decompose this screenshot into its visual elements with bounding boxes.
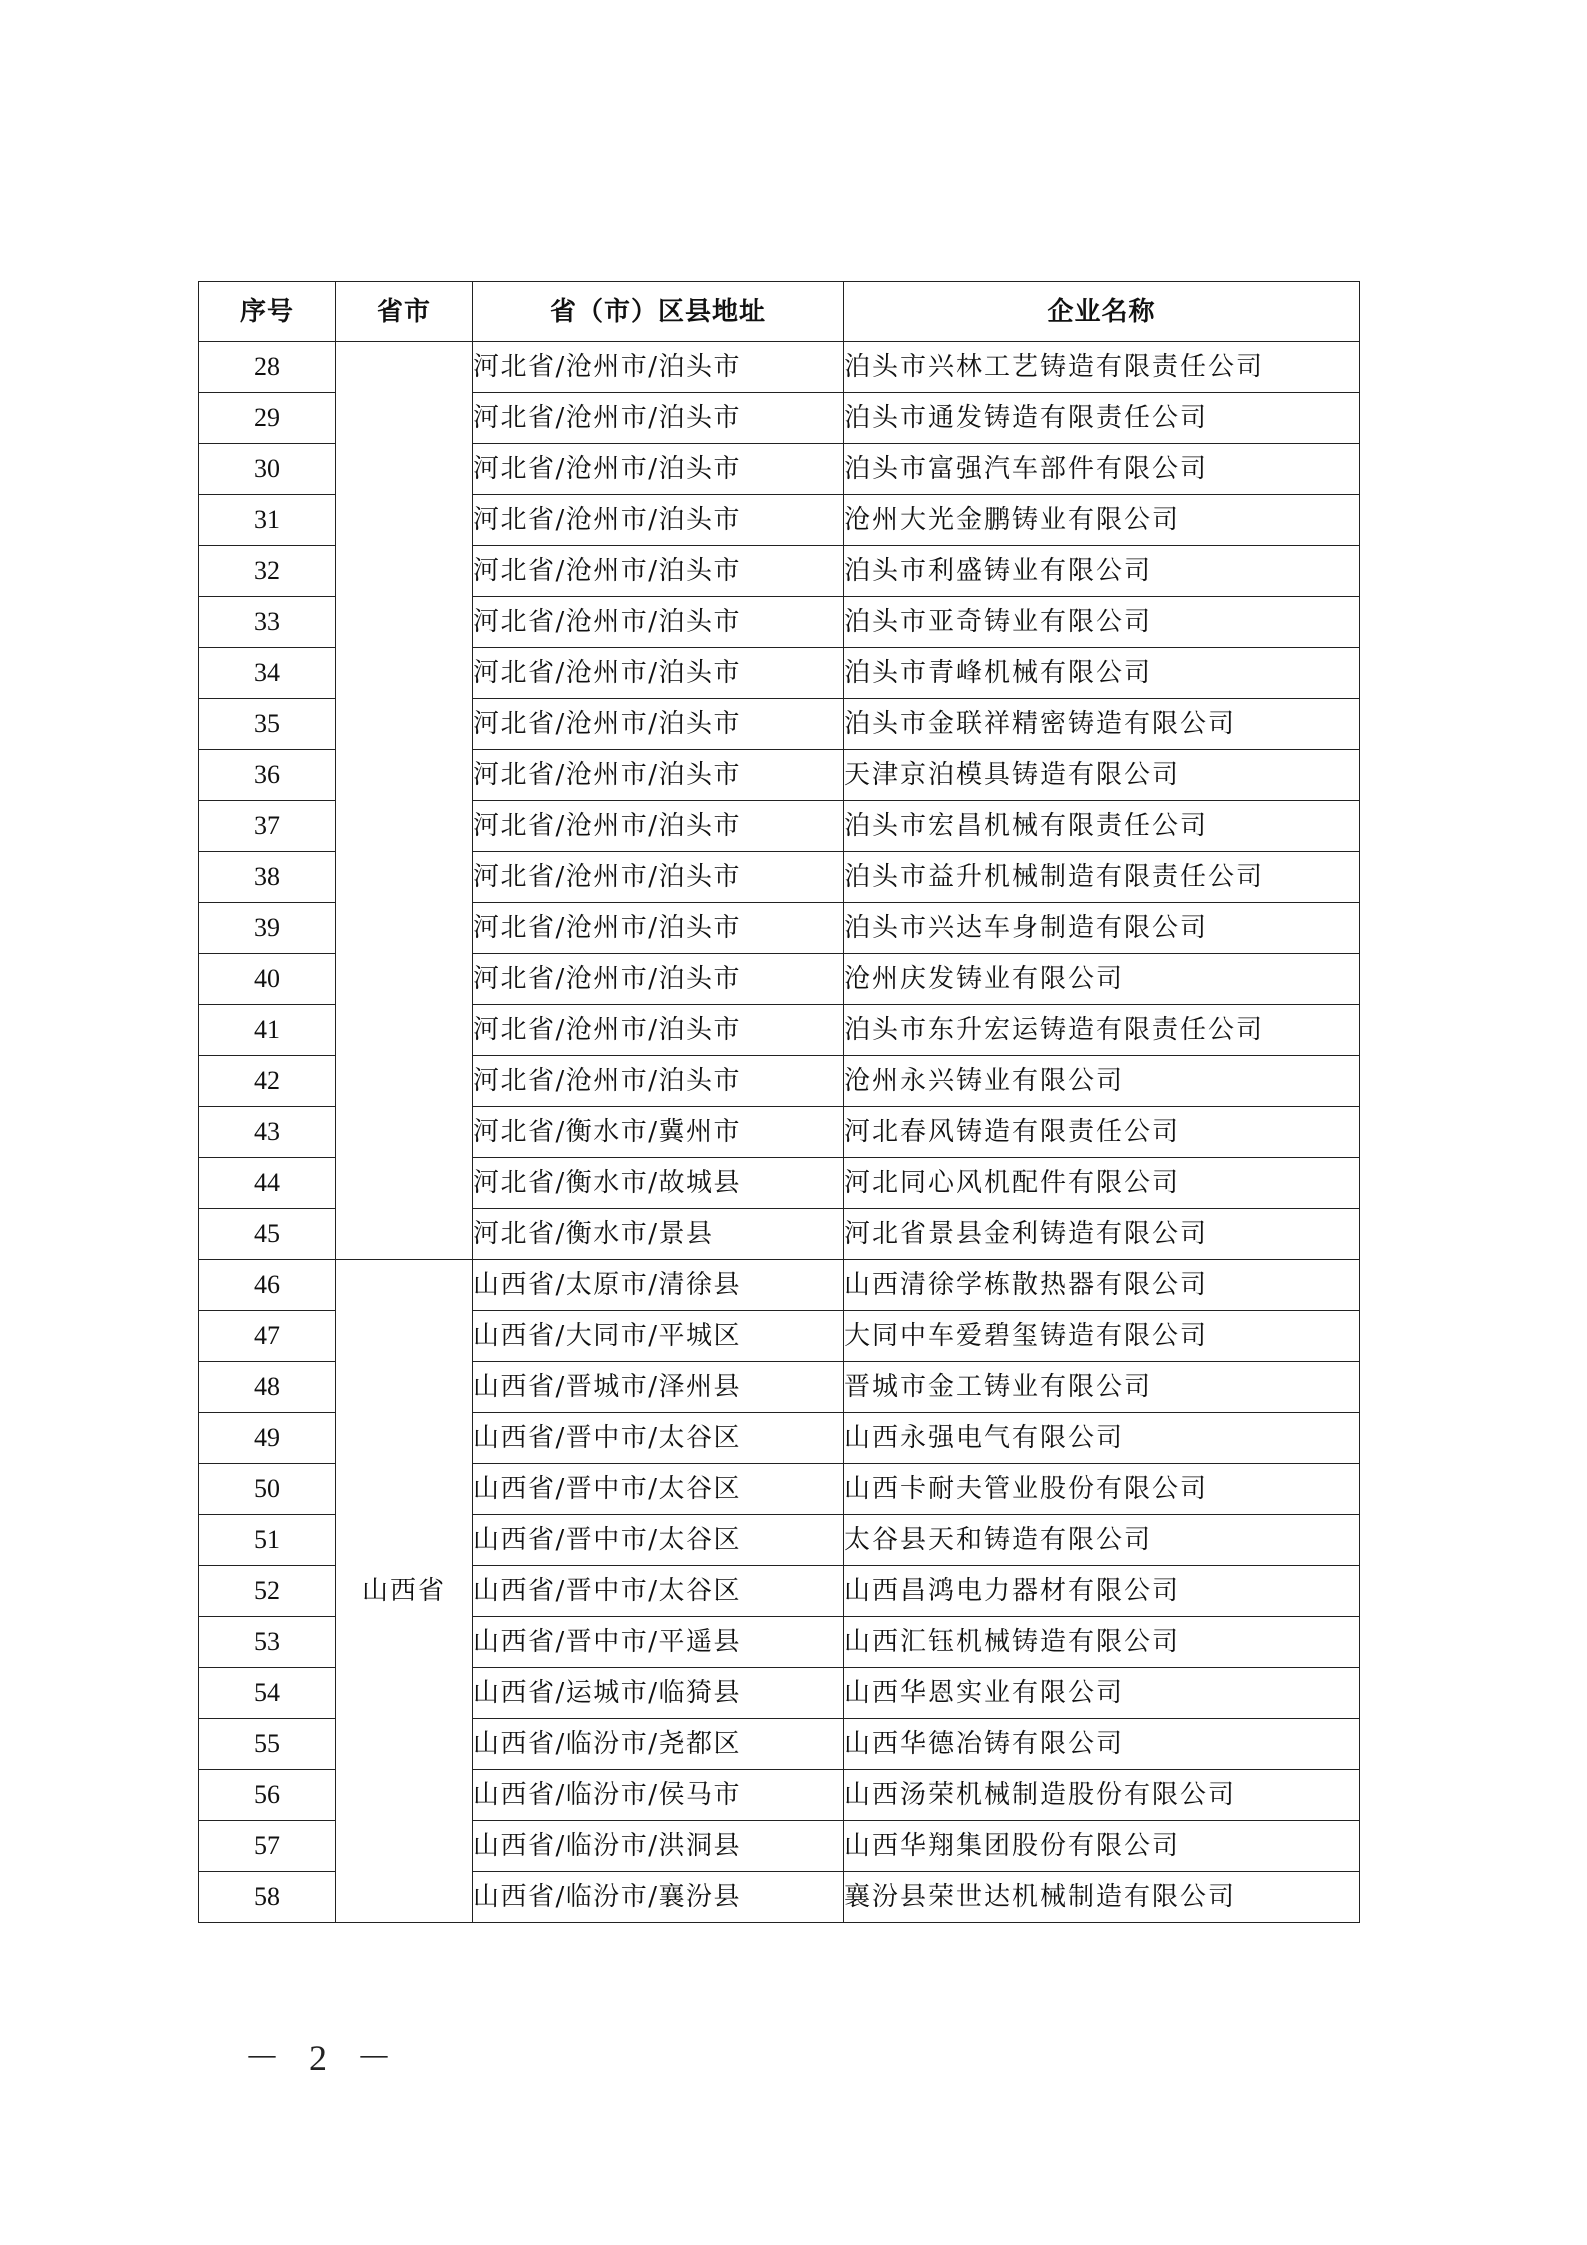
row-company-name: 河北春风铸造有限责任公司 <box>844 1107 1360 1158</box>
row-company-name: 沧州大光金鹏铸业有限公司 <box>844 495 1360 546</box>
row-address: 河北省/衡水市/景县 <box>473 1209 844 1260</box>
row-address: 河北省/沧州市/泊头市 <box>473 954 844 1005</box>
row-index: 43 <box>199 1107 336 1158</box>
row-index: 45 <box>199 1209 336 1260</box>
header-company: 企业名称 <box>844 282 1360 342</box>
header-index: 序号 <box>199 282 336 342</box>
row-index: 48 <box>199 1362 336 1413</box>
row-address: 山西省/太原市/清徐县 <box>473 1260 844 1311</box>
row-address: 河北省/沧州市/泊头市 <box>473 648 844 699</box>
row-address: 河北省/沧州市/泊头市 <box>473 1005 844 1056</box>
row-address: 山西省/晋中市/太谷区 <box>473 1566 844 1617</box>
header-address: 省（市）区县地址 <box>473 282 844 342</box>
row-address: 河北省/沧州市/泊头市 <box>473 495 844 546</box>
table-body <box>199 342 1360 1923</box>
row-index: 54 <box>199 1668 336 1719</box>
row-index: 33 <box>199 597 336 648</box>
row-index: 37 <box>199 801 336 852</box>
row-company-name: 山西华德冶铸有限公司 <box>844 1719 1360 1770</box>
row-address: 山西省/临汾市/襄汾县 <box>473 1872 844 1923</box>
row-company-name: 山西汤荣机械制造股份有限公司 <box>844 1770 1360 1821</box>
row-address: 山西省/运城市/临猗县 <box>473 1668 844 1719</box>
row-index: 38 <box>199 852 336 903</box>
row-index: 56 <box>199 1770 336 1821</box>
table-row <box>199 1260 1360 1311</box>
row-address: 河北省/沧州市/泊头市 <box>473 597 844 648</box>
row-address: 山西省/晋中市/太谷区 <box>473 1515 844 1566</box>
row-index: 46 <box>199 1260 336 1311</box>
row-address: 河北省/沧州市/泊头市 <box>473 801 844 852</box>
row-index: 51 <box>199 1515 336 1566</box>
row-address: 山西省/晋中市/太谷区 <box>473 1464 844 1515</box>
row-index: 47 <box>199 1311 336 1362</box>
row-company-name: 泊头市兴林工艺铸造有限责任公司 <box>844 342 1360 393</box>
row-company-name: 山西华翔集团股份有限公司 <box>844 1821 1360 1872</box>
row-address: 河北省/沧州市/泊头市 <box>473 1056 844 1107</box>
row-index: 41 <box>199 1005 336 1056</box>
row-company-name: 天津京泊模具铸造有限公司 <box>844 750 1360 801</box>
row-company-name: 大同中车爱碧玺铸造有限公司 <box>844 1311 1360 1362</box>
row-index: 57 <box>199 1821 336 1872</box>
row-company-name: 泊头市金联祥精密铸造有限公司 <box>844 699 1360 750</box>
row-address: 山西省/晋城市/泽州县 <box>473 1362 844 1413</box>
header-row <box>199 282 1360 342</box>
row-address: 山西省/晋中市/太谷区 <box>473 1413 844 1464</box>
row-index: 32 <box>199 546 336 597</box>
row-company-name: 山西卡耐夫管业股份有限公司 <box>844 1464 1360 1515</box>
row-address: 山西省/晋中市/平遥县 <box>473 1617 844 1668</box>
header-province: 省市 <box>336 282 473 342</box>
page-number: － 2 － <box>244 2038 403 2078</box>
row-index: 42 <box>199 1056 336 1107</box>
row-company-name: 山西汇钰机械铸造有限公司 <box>844 1617 1360 1668</box>
row-company-name: 泊头市利盛铸业有限公司 <box>844 546 1360 597</box>
row-address: 河北省/沧州市/泊头市 <box>473 699 844 750</box>
row-index: 58 <box>199 1872 336 1923</box>
row-address: 河北省/衡水市/故城县 <box>473 1158 844 1209</box>
row-index: 44 <box>199 1158 336 1209</box>
row-index: 39 <box>199 903 336 954</box>
row-company-name: 沧州永兴铸业有限公司 <box>844 1056 1360 1107</box>
row-company-name: 河北省景县金利铸造有限公司 <box>844 1209 1360 1260</box>
row-company-name: 泊头市亚奇铸业有限公司 <box>844 597 1360 648</box>
row-address: 河北省/沧州市/泊头市 <box>473 903 844 954</box>
row-address: 河北省/衡水市/冀州市 <box>473 1107 844 1158</box>
row-address: 山西省/临汾市/侯马市 <box>473 1770 844 1821</box>
row-company-name: 泊头市兴达车身制造有限公司 <box>844 903 1360 954</box>
row-company-name: 山西清徐学栋散热器有限公司 <box>844 1260 1360 1311</box>
row-index: 40 <box>199 954 336 1005</box>
row-address: 山西省/临汾市/尧都区 <box>473 1719 844 1770</box>
row-company-name: 泊头市宏昌机械有限责任公司 <box>844 801 1360 852</box>
province-group-cell: 山西省 <box>336 1260 473 1923</box>
row-index: 55 <box>199 1719 336 1770</box>
table-header <box>199 282 1360 342</box>
row-company-name: 泊头市通发铸造有限责任公司 <box>844 393 1360 444</box>
row-company-name: 泊头市东升宏运铸造有限责任公司 <box>844 1005 1360 1056</box>
table-row <box>199 342 1360 393</box>
row-address: 河北省/沧州市/泊头市 <box>473 750 844 801</box>
row-company-name: 晋城市金工铸业有限公司 <box>844 1362 1360 1413</box>
row-index: 35 <box>199 699 336 750</box>
row-address: 山西省/大同市/平城区 <box>473 1311 844 1362</box>
row-company-name: 山西华恩实业有限公司 <box>844 1668 1360 1719</box>
enterprise-list-table <box>198 281 1360 1923</box>
row-index: 30 <box>199 444 336 495</box>
row-index: 52 <box>199 1566 336 1617</box>
row-company-name: 沧州庆发铸业有限公司 <box>844 954 1360 1005</box>
row-company-name: 山西昌鸿电力器材有限公司 <box>844 1566 1360 1617</box>
row-company-name: 襄汾县荣世达机械制造有限公司 <box>844 1872 1360 1923</box>
row-index: 36 <box>199 750 336 801</box>
row-company-name: 泊头市益升机械制造有限责任公司 <box>844 852 1360 903</box>
row-company-name: 河北同心风机配件有限公司 <box>844 1158 1360 1209</box>
row-address: 河北省/沧州市/泊头市 <box>473 546 844 597</box>
row-company-name: 泊头市富强汽车部件有限公司 <box>844 444 1360 495</box>
row-index: 28 <box>199 342 336 393</box>
row-company-name: 山西永强电气有限公司 <box>844 1413 1360 1464</box>
row-company-name: 太谷县天和铸造有限公司 <box>844 1515 1360 1566</box>
row-index: 49 <box>199 1413 336 1464</box>
row-address: 河北省/沧州市/泊头市 <box>473 342 844 393</box>
row-index: 53 <box>199 1617 336 1668</box>
province-group-cell <box>336 342 473 1260</box>
row-address: 山西省/临汾市/洪洞县 <box>473 1821 844 1872</box>
row-index: 29 <box>199 393 336 444</box>
row-address: 河北省/沧州市/泊头市 <box>473 393 844 444</box>
row-company-name: 泊头市青峰机械有限公司 <box>844 648 1360 699</box>
row-index: 50 <box>199 1464 336 1515</box>
row-address: 河北省/沧州市/泊头市 <box>473 852 844 903</box>
row-index: 31 <box>199 495 336 546</box>
row-index: 34 <box>199 648 336 699</box>
row-address: 河北省/沧州市/泊头市 <box>473 444 844 495</box>
